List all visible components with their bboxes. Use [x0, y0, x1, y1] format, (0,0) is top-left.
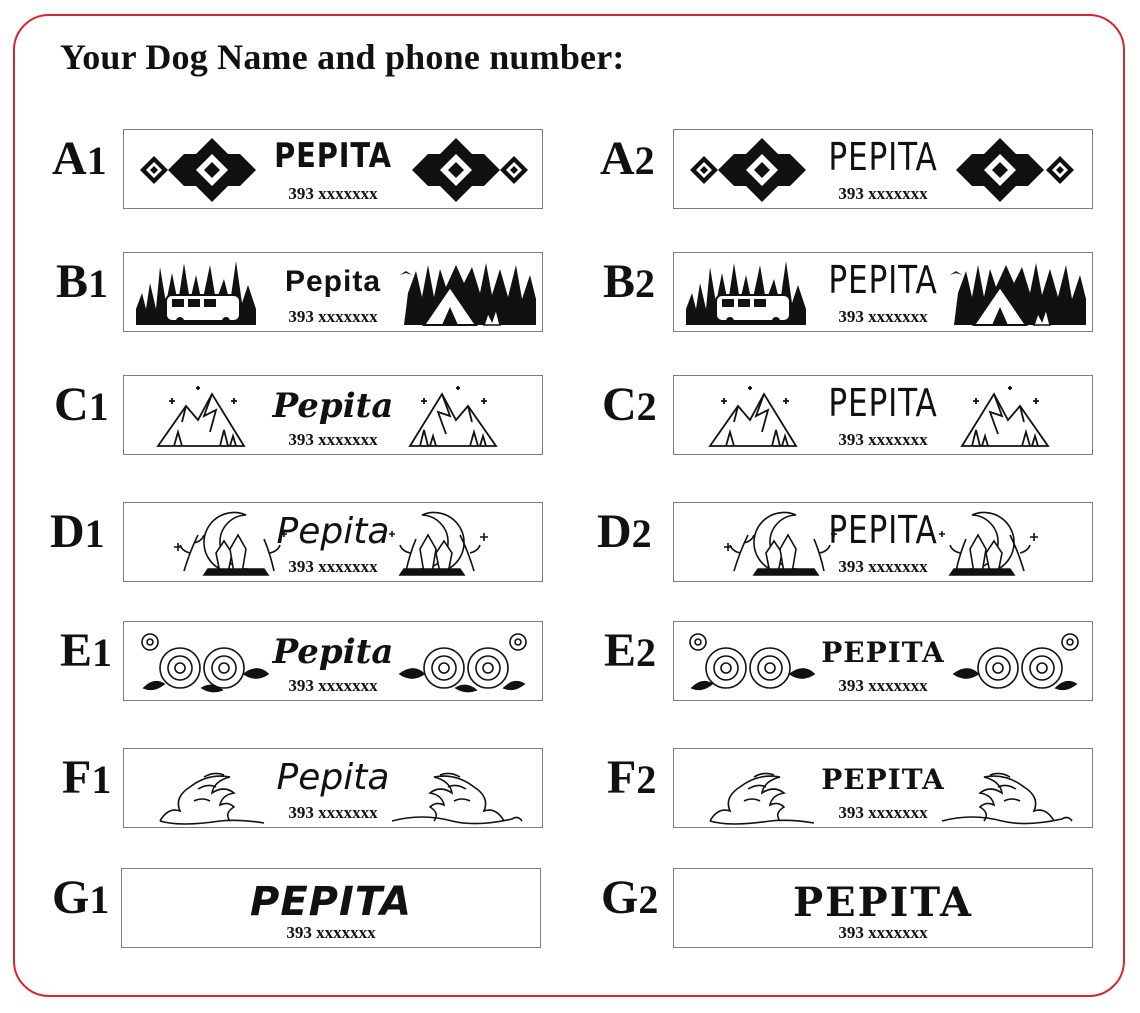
phone-number: 393 xxxxxxx — [288, 184, 378, 203]
option-number: 2 — [634, 138, 655, 183]
dog-name: Pepita — [276, 757, 390, 798]
option-letter: D — [597, 505, 632, 558]
option-number: 2 — [631, 511, 652, 556]
phone-number: 393 xxxxxxx — [838, 307, 928, 326]
option-row-d — [0, 502, 1140, 586]
option-number: 1 — [89, 877, 110, 922]
dog-name: PEPITA — [828, 508, 938, 552]
option-code-g1 — [52, 871, 110, 924]
option-letter: A — [52, 132, 87, 185]
dog-name: PEPITA — [821, 763, 945, 796]
option-letter: E — [60, 624, 93, 677]
phone-number: 393 xxxxxxx — [288, 557, 378, 576]
option-letter: C — [602, 378, 637, 431]
tag-preview-b2[interactable] — [673, 252, 1093, 332]
option-code-d1 — [50, 505, 105, 558]
tag-preview-e2[interactable] — [673, 621, 1093, 701]
option-letter: E — [604, 624, 637, 677]
option-code-f1 — [62, 751, 112, 804]
option-row-g — [0, 868, 1140, 952]
phone-number: 393 xxxxxxx — [838, 803, 928, 822]
option-letter: B — [603, 255, 636, 308]
option-letter: G — [52, 871, 90, 924]
option-letter: F — [607, 751, 637, 804]
option-row-a — [0, 129, 1140, 213]
option-row-b — [0, 252, 1140, 336]
dog-name: PEPITA — [828, 258, 938, 302]
option-number: 1 — [88, 384, 109, 429]
option-number: 2 — [638, 877, 659, 922]
option-code-f2 — [607, 751, 657, 804]
option-number: 1 — [91, 757, 112, 802]
option-number: 1 — [88, 261, 109, 306]
phone-number: 393 xxxxxxx — [286, 923, 376, 942]
dog-name: PEPITA — [793, 879, 973, 926]
tag-preview-a1[interactable] — [123, 129, 543, 209]
phone-number: 393 xxxxxxx — [838, 557, 928, 576]
dog-name: Pepita — [284, 265, 382, 298]
option-code-e2 — [604, 624, 657, 677]
dog-name: Pepita — [276, 511, 390, 552]
option-code-d2 — [597, 505, 652, 558]
option-letter: D — [50, 505, 85, 558]
option-letter: B — [56, 255, 89, 308]
tag-preview-d2[interactable] — [673, 502, 1093, 582]
tag-preview-b1[interactable] — [123, 252, 543, 332]
option-code-b2 — [603, 255, 656, 308]
dog-name: Pepita — [272, 386, 394, 426]
option-letter: F — [62, 751, 92, 804]
option-code-c1 — [54, 378, 109, 431]
option-number: 2 — [636, 757, 657, 802]
phone-number: 393 xxxxxxx — [838, 184, 928, 203]
option-number: 1 — [84, 511, 105, 556]
option-number: 1 — [86, 138, 107, 183]
phone-number: 393 xxxxxxx — [288, 307, 378, 326]
tag-preview-a2[interactable] — [673, 129, 1093, 209]
tag-preview-f1[interactable] — [123, 748, 543, 828]
option-code-c2 — [602, 378, 657, 431]
dog-name: PEPITA — [828, 381, 938, 425]
tag-preview-f2[interactable] — [673, 748, 1093, 828]
tag-preview-c2[interactable] — [673, 375, 1093, 455]
option-row-f — [0, 748, 1140, 832]
dog-name: PEPITA — [250, 879, 412, 925]
tag-preview-g1[interactable] — [121, 868, 541, 948]
phone-number: 393 xxxxxxx — [838, 923, 928, 942]
option-code-g2 — [601, 871, 659, 924]
phone-number: 393 xxxxxxx — [288, 676, 378, 695]
phone-number: 393 xxxxxxx — [288, 803, 378, 822]
option-letter: A — [600, 132, 635, 185]
tag-preview-c1[interactable] — [123, 375, 543, 455]
option-letter: G — [601, 871, 639, 924]
phone-number: 393 xxxxxxx — [838, 676, 928, 695]
option-code-a2 — [600, 132, 655, 185]
option-row-c — [0, 375, 1140, 459]
page-title: Your Dog Name and phone number: — [60, 37, 625, 77]
tag-preview-e1[interactable] — [123, 621, 543, 701]
option-code-b1 — [56, 255, 109, 308]
option-number: 2 — [636, 384, 657, 429]
option-row-e — [0, 621, 1140, 705]
option-number: 2 — [636, 630, 657, 675]
dog-name: PEPITA — [828, 135, 938, 179]
phone-number: 393 xxxxxxx — [288, 430, 378, 449]
option-code-e1 — [60, 624, 113, 677]
dog-name: PEPITA — [821, 636, 945, 669]
phone-number: 393 xxxxxxx — [838, 430, 928, 449]
tag-preview-g2[interactable] — [673, 868, 1093, 948]
dog-name: Pepita — [272, 632, 394, 672]
dog-name: PEPITA — [274, 136, 392, 176]
option-letter: C — [54, 378, 89, 431]
option-number: 2 — [635, 261, 656, 306]
option-number: 1 — [92, 630, 113, 675]
tag-preview-d1[interactable] — [123, 502, 543, 582]
option-code-a1 — [52, 132, 107, 185]
